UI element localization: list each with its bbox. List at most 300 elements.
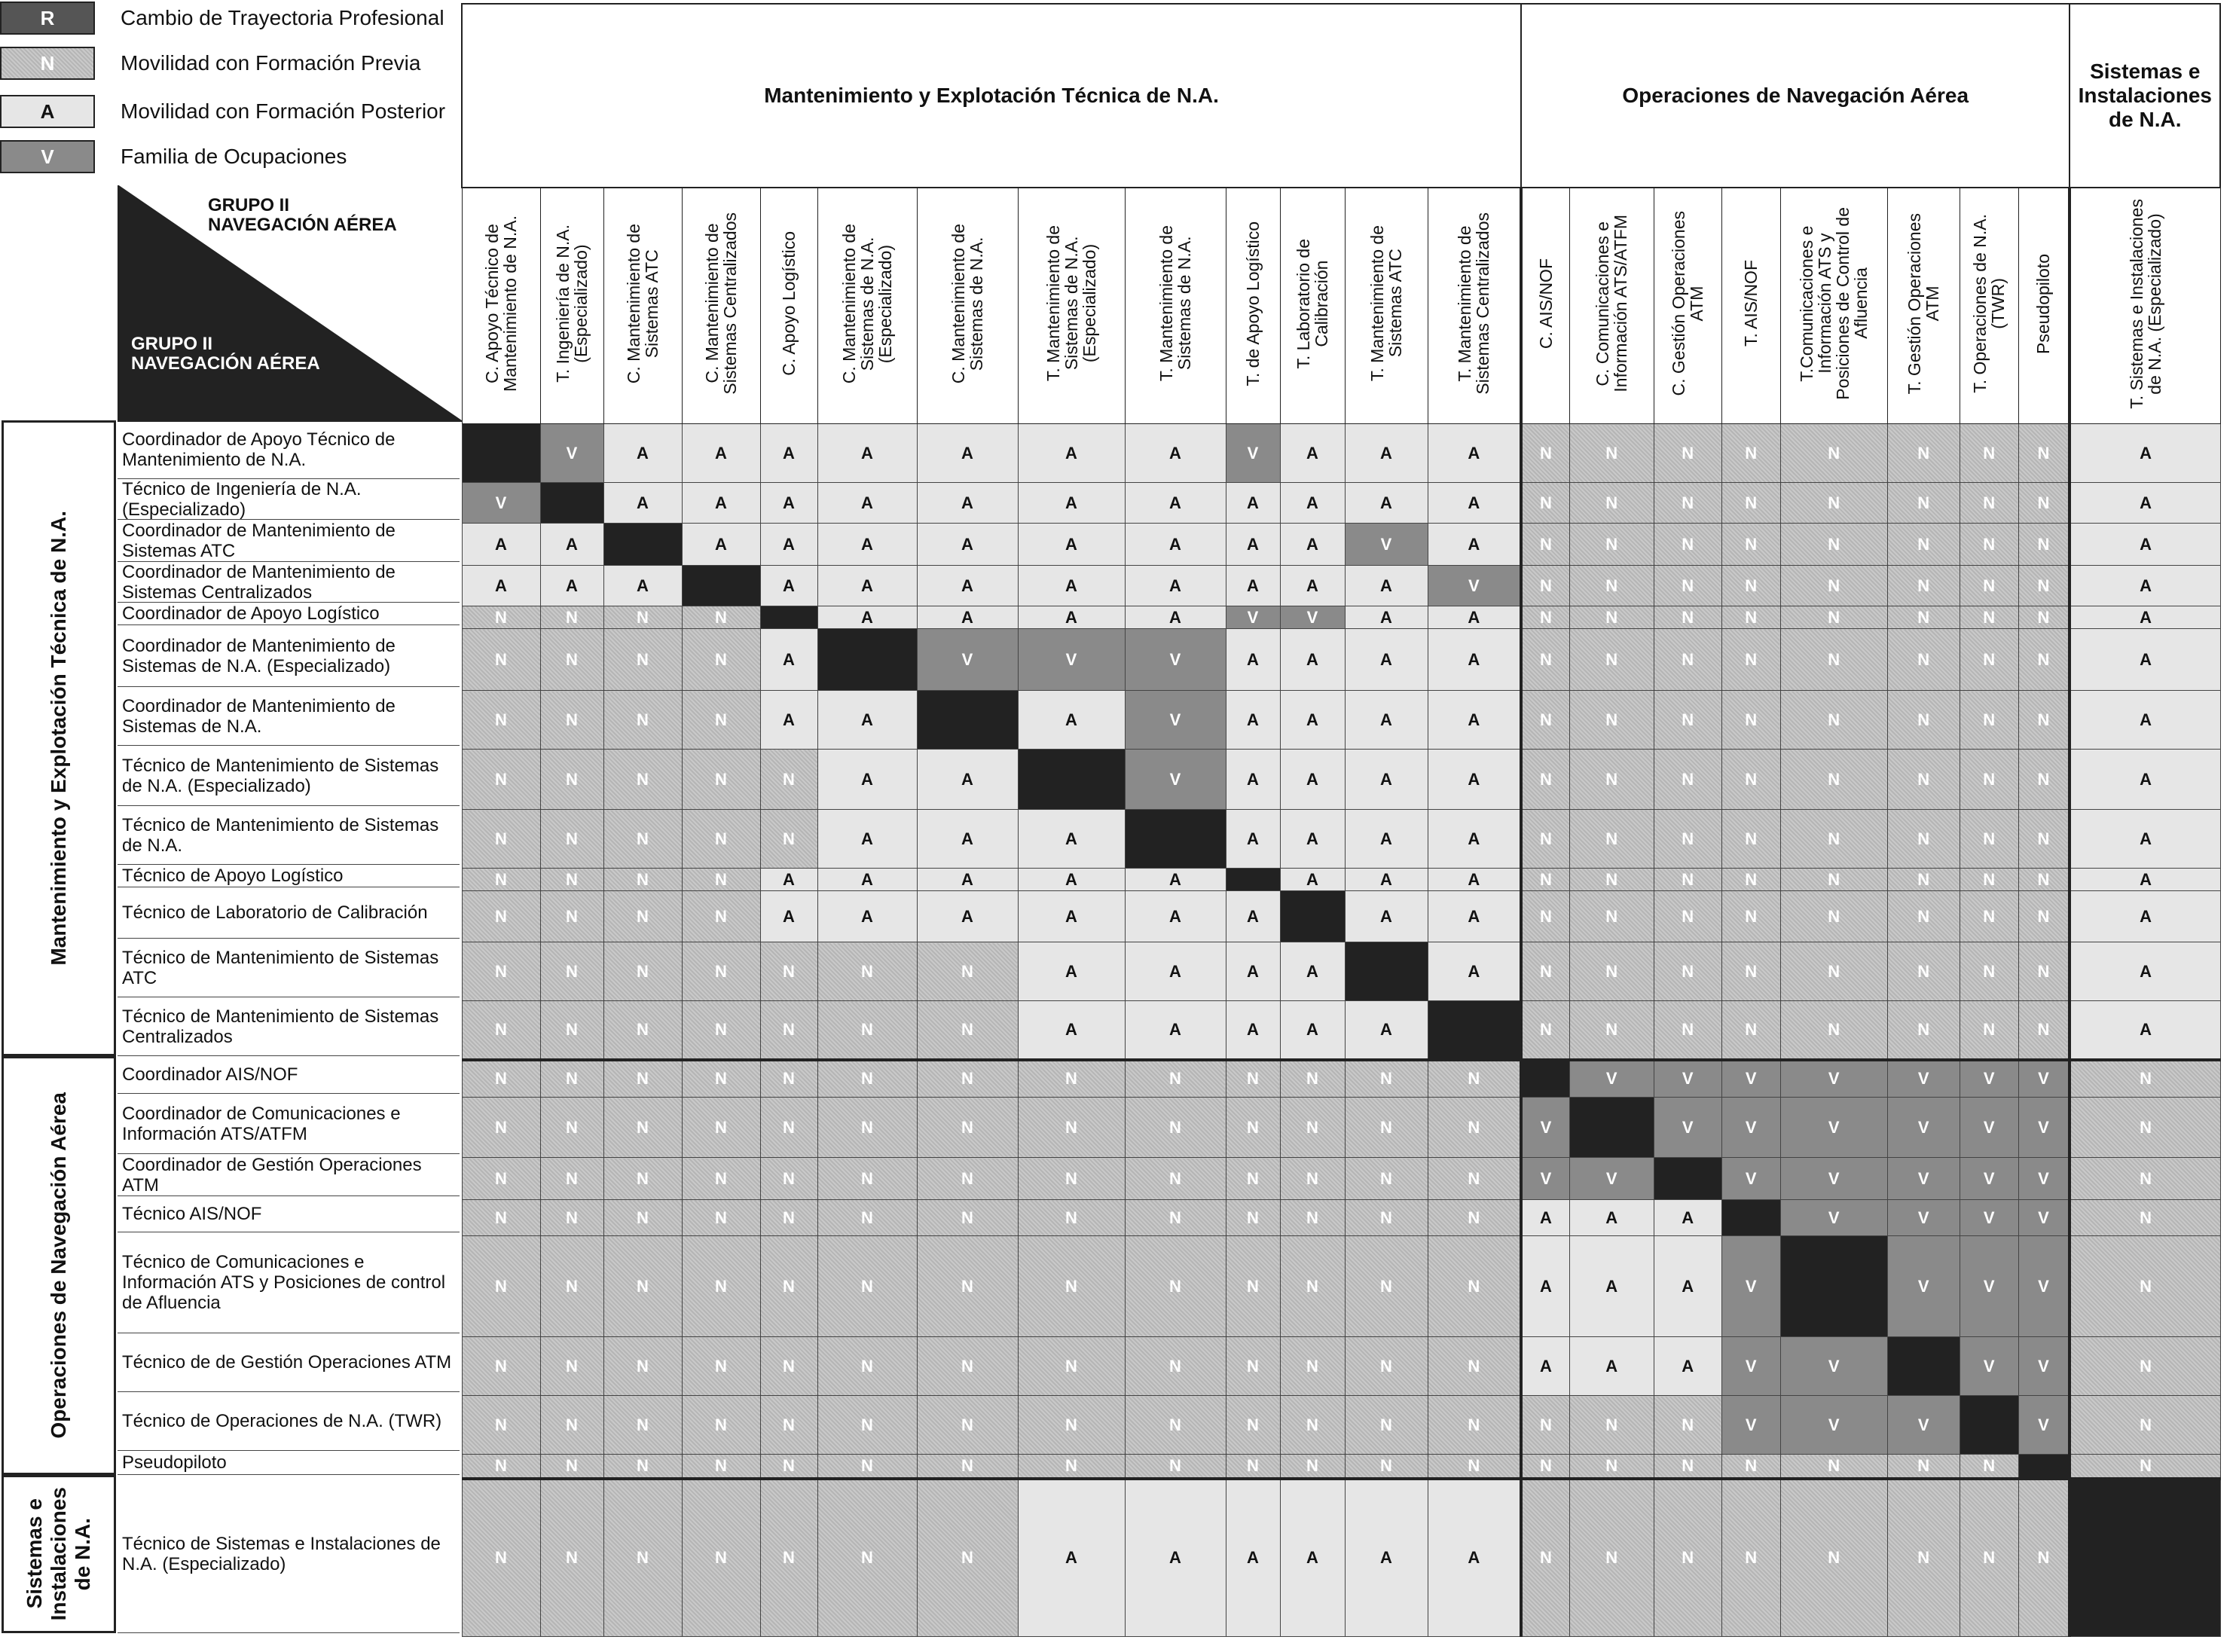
matrix-cell: N bbox=[1345, 1337, 1428, 1396]
matrix-cell: A bbox=[1226, 566, 1280, 606]
matrix-cell: N bbox=[682, 1158, 760, 1200]
column-header bbox=[1226, 188, 1280, 424]
matrix-cell: N bbox=[1960, 629, 2018, 691]
matrix-cell: N bbox=[540, 1455, 603, 1479]
matrix-cell: V bbox=[1960, 1158, 2018, 1200]
matrix-cell: A bbox=[817, 869, 917, 891]
matrix-cell: N bbox=[1428, 1396, 1521, 1455]
table-row bbox=[462, 1158, 2220, 1200]
column-header-label: C. AIS/NOF bbox=[1535, 258, 1556, 350]
column-header-label: T. Mantenimiento de Sistemas de N.A. (Especializado) bbox=[1043, 225, 1099, 382]
matrix-cell bbox=[1280, 891, 1345, 942]
matrix-cell: N bbox=[1780, 691, 1887, 750]
matrix-cell: N bbox=[1521, 869, 1569, 891]
matrix-cell: N bbox=[682, 1098, 760, 1158]
matrix-cell: N bbox=[760, 750, 817, 810]
matrix-cell: A bbox=[1280, 691, 1345, 750]
matrix-cell: N bbox=[1428, 1060, 1521, 1098]
matrix-cell: N bbox=[1721, 691, 1780, 750]
matrix-cell: A bbox=[1226, 524, 1280, 566]
column-header-label: C. Comunicaciones e Información ATS/ATFM bbox=[1593, 215, 1631, 392]
matrix-cell: A bbox=[1654, 1236, 1721, 1337]
matrix-cell: A bbox=[2070, 891, 2220, 942]
matrix-cell: A bbox=[1125, 483, 1226, 524]
column-header-label: T. Mantenimiento de Sistemas de N.A. bbox=[1156, 225, 1194, 382]
matrix-cell: N bbox=[2018, 1479, 2070, 1637]
matrix-cell: N bbox=[1960, 750, 2018, 810]
row-label: Técnico de Mantenimiento de Sistemas de N.A. (Especializado) bbox=[118, 746, 460, 806]
column-header bbox=[2018, 188, 2070, 424]
matrix-cell: A bbox=[1428, 942, 1521, 1001]
column-header bbox=[1280, 188, 1345, 424]
matrix-cell bbox=[817, 629, 917, 691]
matrix-cell: N bbox=[1721, 483, 1780, 524]
matrix-cell: N bbox=[1569, 942, 1654, 1001]
matrix-cell: N bbox=[760, 1337, 817, 1396]
row-label: Coordinador de Mantenimiento de Sistemas de N.A. (Especializado) bbox=[118, 625, 460, 687]
column-header bbox=[1887, 188, 1960, 424]
matrix-cell: N bbox=[1280, 1455, 1345, 1479]
matrix-cell: N bbox=[1521, 1001, 1569, 1060]
matrix-cell: N bbox=[462, 1098, 540, 1158]
matrix-cell: N bbox=[1428, 1337, 1521, 1396]
matrix-cell: N bbox=[2018, 606, 2070, 629]
matrix-cell: V bbox=[1960, 1200, 2018, 1236]
matrix-cell: N bbox=[1521, 1396, 1569, 1455]
matrix-cell: N bbox=[1521, 424, 1569, 483]
column-header-label: T. Ingeniería de N.A. (Especializado) bbox=[553, 224, 591, 383]
matrix-cell: A bbox=[1280, 1001, 1345, 1060]
corner-top-label: GRUPO II NAVEGACIÓN AÉREA bbox=[208, 195, 397, 235]
matrix-cell: N bbox=[682, 942, 760, 1001]
matrix-cell: N bbox=[1654, 691, 1721, 750]
matrix-cell: A bbox=[1654, 1200, 1721, 1236]
matrix-cell: N bbox=[462, 1200, 540, 1236]
matrix-cell: N bbox=[540, 1396, 603, 1455]
matrix-cell: V bbox=[1018, 629, 1125, 691]
row-label: Pseudopiloto bbox=[118, 1451, 460, 1475]
matrix-cell: N bbox=[1887, 750, 1960, 810]
matrix-cell: N bbox=[1125, 1337, 1226, 1396]
matrix-cell: A bbox=[817, 524, 917, 566]
table-row bbox=[462, 1236, 2220, 1337]
matrix-cell: V bbox=[1887, 1158, 1960, 1200]
matrix-cell: N bbox=[462, 891, 540, 942]
legend-swatch-a: A bbox=[0, 95, 95, 128]
table-row bbox=[462, 750, 2220, 810]
matrix-cell: N bbox=[1887, 1479, 1960, 1637]
matrix-cell: N bbox=[1960, 1455, 2018, 1479]
table-row bbox=[462, 1337, 2220, 1396]
matrix-cell: N bbox=[917, 1200, 1018, 1236]
matrix-cell: A bbox=[760, 424, 817, 483]
matrix-cell: N bbox=[1569, 691, 1654, 750]
matrix-cell: N bbox=[682, 891, 760, 942]
table-row bbox=[462, 1001, 2220, 1060]
matrix-cell: V bbox=[1960, 1060, 2018, 1098]
matrix-cell: N bbox=[1960, 1479, 2018, 1637]
matrix-cell: A bbox=[2070, 606, 2220, 629]
matrix-cell: N bbox=[817, 1158, 917, 1200]
matrix-cell: N bbox=[540, 691, 603, 750]
matrix-cell: A bbox=[1125, 566, 1226, 606]
matrix-cell bbox=[1721, 1200, 1780, 1236]
matrix-cell: N bbox=[603, 691, 682, 750]
matrix-cell: V bbox=[1780, 1158, 1887, 1200]
matrix-cell: N bbox=[760, 1396, 817, 1455]
matrix-cell: A bbox=[1018, 869, 1125, 891]
matrix-cell: N bbox=[1887, 606, 1960, 629]
matrix-cell: N bbox=[1780, 1479, 1887, 1637]
matrix-cell: N bbox=[1960, 483, 2018, 524]
matrix-cell: N bbox=[540, 606, 603, 629]
matrix-cell: A bbox=[1226, 1479, 1280, 1637]
column-header bbox=[540, 188, 603, 424]
row-label: Técnico de Mantenimiento de Sistemas Centralizados bbox=[118, 997, 460, 1056]
matrix-cell: A bbox=[603, 566, 682, 606]
matrix-cell: A bbox=[1345, 691, 1428, 750]
matrix-cell: N bbox=[603, 629, 682, 691]
row-label: Técnico de Apoyo Logístico bbox=[118, 865, 460, 887]
legend-label-a: Movilidad con Formación Posterior bbox=[121, 99, 446, 123]
column-header bbox=[1428, 188, 1521, 424]
matrix-cell: N bbox=[603, 1200, 682, 1236]
matrix-cell: N bbox=[1569, 1479, 1654, 1637]
matrix-cell: A bbox=[1018, 524, 1125, 566]
row-label: Técnico de Sistemas e Instalaciones de N.A. (Especializado) bbox=[118, 1475, 460, 1633]
column-header bbox=[1654, 188, 1721, 424]
matrix-cell: N bbox=[2070, 1200, 2220, 1236]
matrix-cell: A bbox=[817, 810, 917, 869]
matrix-cell: A bbox=[1280, 524, 1345, 566]
matrix-cell: A bbox=[2070, 942, 2220, 1001]
matrix-cell: V bbox=[2018, 1396, 2070, 1455]
row-label: Técnico de Mantenimiento de Sistemas de N.A. bbox=[118, 806, 460, 865]
matrix-cell: A bbox=[1428, 424, 1521, 483]
matrix-cell: N bbox=[1569, 483, 1654, 524]
matrix-cell: N bbox=[2070, 1396, 2220, 1455]
matrix-cell bbox=[1428, 1001, 1521, 1060]
matrix-cell: N bbox=[1125, 1455, 1226, 1479]
column-header bbox=[1521, 188, 1569, 424]
matrix-cell: N bbox=[682, 1396, 760, 1455]
matrix-cell: N bbox=[603, 1455, 682, 1479]
matrix-cell: A bbox=[1428, 483, 1521, 524]
matrix-cell: A bbox=[1280, 810, 1345, 869]
legend-row-n bbox=[0, 47, 461, 87]
legend-swatch-n: N bbox=[0, 47, 95, 80]
matrix-cell: N bbox=[682, 1337, 760, 1396]
matrix-cell bbox=[682, 566, 760, 606]
matrix-cell: V bbox=[1887, 1098, 1960, 1158]
matrix-cell: A bbox=[2070, 566, 2220, 606]
matrix-cell: N bbox=[817, 1337, 917, 1396]
matrix-cell: V bbox=[1887, 1200, 1960, 1236]
matrix-cell: A bbox=[1018, 691, 1125, 750]
matrix-cell: V bbox=[1960, 1236, 2018, 1337]
matrix-cell: N bbox=[540, 1060, 603, 1098]
matrix-cell: N bbox=[462, 810, 540, 869]
row-label: Coordinador de Comunicaciones e Información ATS/ATFM bbox=[118, 1094, 460, 1154]
matrix-cell: N bbox=[917, 1396, 1018, 1455]
matrix-cell: N bbox=[1521, 483, 1569, 524]
matrix-cell: N bbox=[682, 691, 760, 750]
column-header-label: C. Mantenimiento de Sistemas de N.A. (Especializado) bbox=[839, 223, 895, 384]
matrix-cell: N bbox=[462, 1396, 540, 1455]
matrix-cell: N bbox=[1521, 566, 1569, 606]
matrix-cell: A bbox=[1226, 483, 1280, 524]
column-header-label: T.Comunicaciones e Información ATS y Posiciones de Control de Afluencia bbox=[1797, 207, 1871, 400]
matrix-cell: A bbox=[917, 891, 1018, 942]
matrix-cell bbox=[1654, 1158, 1721, 1200]
matrix-cell: N bbox=[1721, 750, 1780, 810]
matrix-cell: N bbox=[462, 629, 540, 691]
row-label: Coordinador AIS/NOF bbox=[118, 1056, 460, 1094]
matrix-cell bbox=[1345, 942, 1428, 1001]
matrix-cell: N bbox=[2018, 691, 2070, 750]
matrix-cell: N bbox=[2018, 566, 2070, 606]
matrix-cell: A bbox=[1280, 566, 1345, 606]
matrix-cell: A bbox=[917, 869, 1018, 891]
matrix-cell: N bbox=[1226, 1236, 1280, 1337]
matrix-cell: V bbox=[1226, 424, 1280, 483]
matrix-cell: N bbox=[462, 942, 540, 1001]
row-group-label bbox=[2, 1056, 116, 1475]
matrix-cell: N bbox=[1780, 810, 1887, 869]
matrix-cell: N bbox=[1226, 1158, 1280, 1200]
matrix-cell: A bbox=[1428, 869, 1521, 891]
matrix-cell: A bbox=[1569, 1236, 1654, 1337]
row-label: Coordinador de Apoyo Técnico de Mantenimiento de N.A. bbox=[118, 420, 460, 479]
matrix-cell: V bbox=[2018, 1337, 2070, 1396]
matrix-cell: N bbox=[682, 1455, 760, 1479]
matrix-cell: N bbox=[1521, 1455, 1569, 1479]
matrix-cell: N bbox=[760, 810, 817, 869]
matrix-cell: A bbox=[1345, 424, 1428, 483]
matrix-cell: N bbox=[1654, 606, 1721, 629]
matrix-cell: A bbox=[2070, 869, 2220, 891]
matrix-cell: V bbox=[1569, 1158, 1654, 1200]
matrix-cell: N bbox=[2070, 1060, 2220, 1098]
matrix-cell: N bbox=[817, 942, 917, 1001]
matrix-cell: N bbox=[1960, 810, 2018, 869]
matrix-cell: N bbox=[1960, 869, 2018, 891]
matrix-cell: A bbox=[1428, 750, 1521, 810]
matrix-cell: N bbox=[1226, 1098, 1280, 1158]
table-row bbox=[462, 1200, 2220, 1236]
matrix-cell bbox=[1780, 1236, 1887, 1337]
matrix-cell: N bbox=[1780, 750, 1887, 810]
matrix-cell: N bbox=[2070, 1098, 2220, 1158]
matrix-cell: N bbox=[462, 691, 540, 750]
matrix-cell: N bbox=[1780, 869, 1887, 891]
table-row bbox=[462, 691, 2220, 750]
matrix-cell: N bbox=[1960, 891, 2018, 942]
row-label: Técnico de Mantenimiento de Sistemas ATC bbox=[118, 939, 460, 997]
matrix-cell: N bbox=[1521, 524, 1569, 566]
matrix-cell: V bbox=[462, 483, 540, 524]
matrix-cell: N bbox=[1521, 691, 1569, 750]
matrix-cell: N bbox=[1018, 1236, 1125, 1337]
matrix-cell: A bbox=[1654, 1337, 1721, 1396]
matrix-cell: N bbox=[1569, 1455, 1654, 1479]
column-header-label: T. Operaciones de N.A. (TWR) bbox=[1970, 214, 2008, 393]
matrix-cell: A bbox=[1428, 891, 1521, 942]
matrix-cell: N bbox=[1018, 1098, 1125, 1158]
matrix-cell: A bbox=[1125, 891, 1226, 942]
matrix-cell: N bbox=[1654, 566, 1721, 606]
matrix-cell: N bbox=[462, 606, 540, 629]
matrix-cell: V bbox=[1721, 1396, 1780, 1455]
matrix-cell: A bbox=[1280, 869, 1345, 891]
matrix-cell: A bbox=[682, 483, 760, 524]
matrix-cell: V bbox=[2018, 1060, 2070, 1098]
matrix-cell: V bbox=[1521, 1158, 1569, 1200]
matrix-cell: A bbox=[1569, 1337, 1654, 1396]
matrix-cell: N bbox=[1018, 1396, 1125, 1455]
header-corner bbox=[118, 185, 463, 422]
matrix-cell: N bbox=[1569, 424, 1654, 483]
matrix-cell bbox=[1887, 1337, 1960, 1396]
matrix-cell: N bbox=[540, 810, 603, 869]
matrix-cell: N bbox=[760, 1200, 817, 1236]
matrix-cell: N bbox=[682, 1479, 760, 1637]
matrix-cell: A bbox=[1521, 1236, 1569, 1337]
matrix-cell: N bbox=[1569, 566, 1654, 606]
matrix-cell: N bbox=[1125, 1396, 1226, 1455]
matrix-cell: N bbox=[2018, 483, 2070, 524]
matrix-cell: N bbox=[1780, 891, 1887, 942]
matrix-cell: N bbox=[540, 629, 603, 691]
matrix-cell: A bbox=[817, 566, 917, 606]
matrix-cell: N bbox=[1960, 424, 2018, 483]
matrix-cell: N bbox=[1569, 810, 1654, 869]
matrix-cell: N bbox=[603, 891, 682, 942]
matrix-cell: A bbox=[682, 524, 760, 566]
column-header-label: Pseudopiloto bbox=[2033, 253, 2054, 354]
matrix-cell: N bbox=[1654, 424, 1721, 483]
matrix-cell: A bbox=[1345, 810, 1428, 869]
matrix-cell: A bbox=[1226, 629, 1280, 691]
matrix-cell: A bbox=[917, 810, 1018, 869]
matrix-cell bbox=[1521, 1060, 1569, 1098]
matrix-cell: A bbox=[462, 524, 540, 566]
matrix-cell: V bbox=[1125, 691, 1226, 750]
matrix-cell: N bbox=[1521, 942, 1569, 1001]
legend-row-a bbox=[0, 95, 461, 136]
matrix-cell: A bbox=[1280, 750, 1345, 810]
matrix-cell: A bbox=[1125, 1479, 1226, 1637]
matrix-cell: N bbox=[1569, 1396, 1654, 1455]
matrix-cell: V bbox=[1345, 524, 1428, 566]
matrix-cell: N bbox=[682, 1236, 760, 1337]
matrix-cell: N bbox=[1960, 566, 2018, 606]
matrix-cell: N bbox=[1780, 483, 1887, 524]
matrix-cell: A bbox=[1428, 524, 1521, 566]
matrix-cell: N bbox=[682, 1001, 760, 1060]
matrix-cell bbox=[462, 424, 540, 483]
matrix-cell: N bbox=[1226, 1200, 1280, 1236]
matrix-cell: N bbox=[1521, 891, 1569, 942]
matrix-cell: V bbox=[1125, 750, 1226, 810]
matrix-cell: N bbox=[1721, 869, 1780, 891]
matrix-cell: N bbox=[1569, 629, 1654, 691]
matrix-cell: V bbox=[1721, 1158, 1780, 1200]
matrix-cell: A bbox=[917, 750, 1018, 810]
table-row bbox=[462, 606, 2220, 629]
column-header bbox=[1569, 188, 1654, 424]
matrix-cell: V bbox=[1226, 606, 1280, 629]
matrix-cell: N bbox=[462, 869, 540, 891]
table-row bbox=[462, 524, 2220, 566]
matrix-cell: N bbox=[1521, 629, 1569, 691]
matrix-cell: V bbox=[2018, 1236, 2070, 1337]
matrix-cell bbox=[603, 524, 682, 566]
matrix-cell: N bbox=[1654, 810, 1721, 869]
matrix-cell: N bbox=[603, 1479, 682, 1637]
column-header-label: T. AIS/NOF bbox=[1741, 260, 1761, 347]
matrix-cell: N bbox=[1521, 1479, 1569, 1637]
matrix-cell: A bbox=[760, 691, 817, 750]
row-label: Técnico AIS/NOF bbox=[118, 1196, 460, 1232]
matrix-cell: N bbox=[1887, 869, 1960, 891]
matrix-cell: A bbox=[1345, 1479, 1428, 1637]
matrix-cell: N bbox=[1654, 1396, 1721, 1455]
matrix-cell: A bbox=[2070, 691, 2220, 750]
matrix-cell: A bbox=[1125, 869, 1226, 891]
matrix-cell: N bbox=[2070, 1158, 2220, 1200]
matrix-cell: V bbox=[1960, 1337, 2018, 1396]
matrix-cell: N bbox=[1654, 629, 1721, 691]
matrix-cell: A bbox=[917, 606, 1018, 629]
matrix-cell: N bbox=[1887, 1455, 1960, 1479]
matrix-cell: N bbox=[682, 629, 760, 691]
column-group-header: Operaciones de Navegación Aérea bbox=[1521, 4, 2070, 188]
matrix-cell: N bbox=[2018, 1001, 2070, 1060]
matrix-cell: N bbox=[1721, 942, 1780, 1001]
matrix-cell: V bbox=[1569, 1060, 1654, 1098]
matrix-cell: V bbox=[1654, 1060, 1721, 1098]
matrix-cell: N bbox=[817, 1396, 917, 1455]
table-row bbox=[462, 629, 2220, 691]
matrix-cell: N bbox=[917, 1236, 1018, 1337]
matrix-cell: N bbox=[682, 750, 760, 810]
matrix-cell: N bbox=[2018, 424, 2070, 483]
matrix-cell: A bbox=[1280, 424, 1345, 483]
matrix-cell: V bbox=[1780, 1396, 1887, 1455]
matrix-cell: N bbox=[540, 891, 603, 942]
matrix-cell: A bbox=[1345, 606, 1428, 629]
matrix-cell: N bbox=[1280, 1098, 1345, 1158]
legend-row-r bbox=[0, 2, 461, 42]
matrix-cell: N bbox=[682, 810, 760, 869]
matrix-cell: N bbox=[2070, 1236, 2220, 1337]
column-header bbox=[1780, 188, 1887, 424]
matrix-cell: N bbox=[540, 1200, 603, 1236]
row-label: Técnico de Ingeniería de N.A. (Especializado) bbox=[118, 479, 460, 520]
matrix-cell: V bbox=[1521, 1098, 1569, 1158]
matrix-cell: V bbox=[1428, 566, 1521, 606]
column-header bbox=[1345, 188, 1428, 424]
matrix-cell: N bbox=[1721, 424, 1780, 483]
matrix-cell: N bbox=[1780, 566, 1887, 606]
table-row bbox=[462, 1396, 2220, 1455]
matrix-cell: A bbox=[760, 869, 817, 891]
matrix-cell: A bbox=[1018, 1479, 1125, 1637]
matrix-cell: V bbox=[1780, 1098, 1887, 1158]
matrix-cell: N bbox=[1721, 1455, 1780, 1479]
matrix-cell: N bbox=[1428, 1158, 1521, 1200]
